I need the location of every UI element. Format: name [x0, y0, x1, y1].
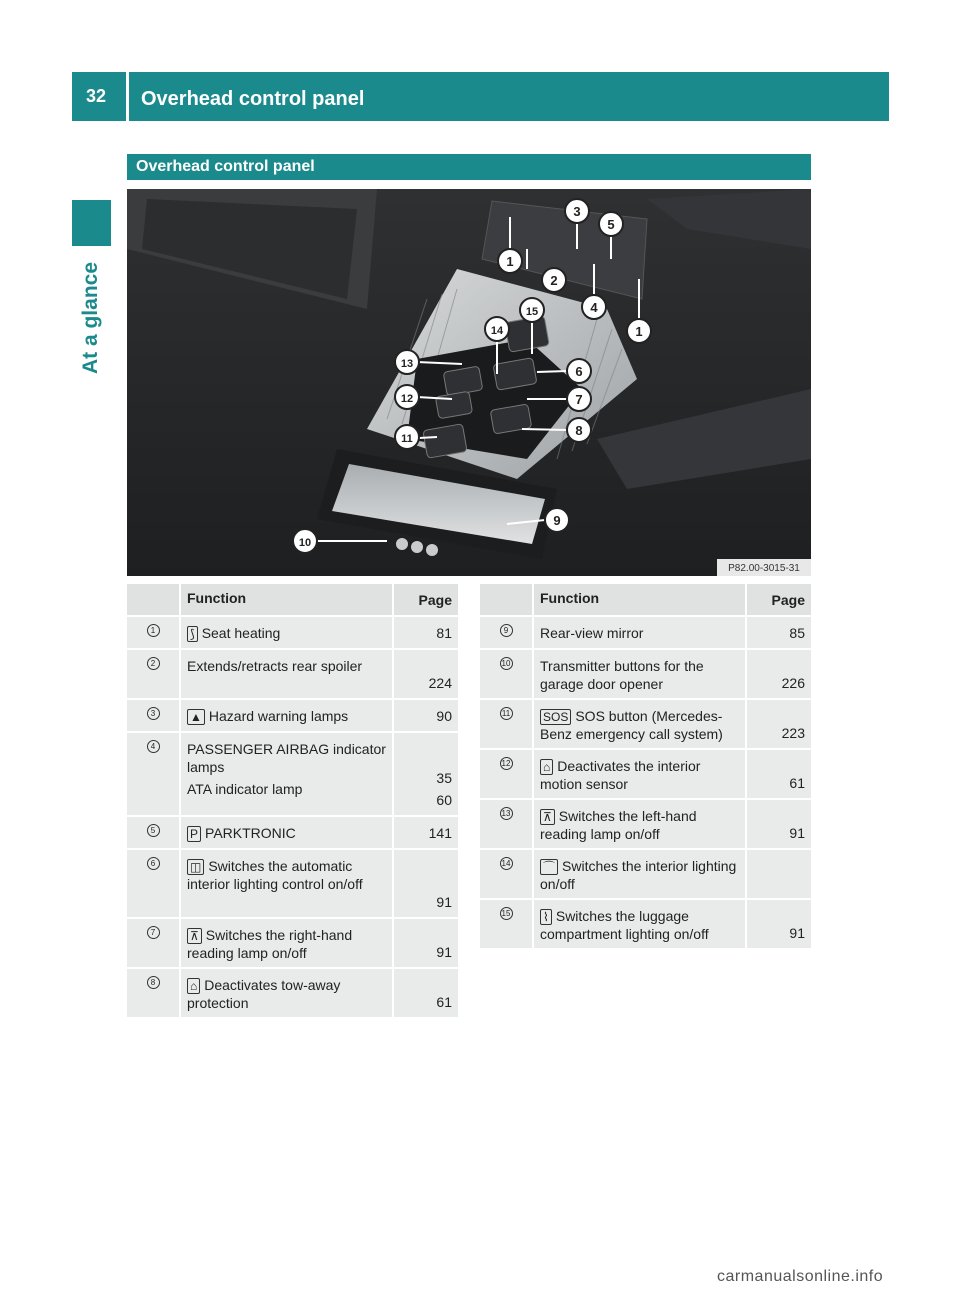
svg-text:13: 13: [400, 358, 414, 370]
section-title: Overhead control panel: [127, 154, 811, 180]
function-text: Deactivates tow-away protection: [187, 977, 341, 1011]
callout-4: [582, 295, 606, 319]
row-number: 11: [500, 707, 513, 720]
sos-icon: SOS: [540, 709, 571, 725]
row-number: 3: [147, 707, 160, 720]
page-ref: 91: [789, 825, 805, 841]
page-ref: 61: [436, 994, 452, 1010]
table-row: [127, 969, 458, 1017]
table-row: [480, 900, 811, 948]
page-ref: 141: [428, 825, 452, 841]
function-text: Switches the luggage compartment lighting on/off: [540, 908, 709, 942]
function-text: Deactivates the interior motion sensor: [540, 758, 701, 792]
svg-text:2: 2: [550, 273, 558, 288]
page-ref: 91: [789, 925, 805, 941]
callout-10: [293, 529, 317, 553]
reading-lamp-icon: ⊼: [187, 928, 202, 944]
column-header-page: Page: [394, 584, 458, 615]
table-row: [480, 750, 811, 798]
parktronic-off-icon: P: [187, 826, 201, 842]
column-header-function: Function: [181, 584, 392, 615]
row-number: 1: [147, 624, 160, 637]
page-ref: 91: [436, 894, 452, 910]
callout-13: [395, 350, 419, 374]
page-ref: 91: [436, 944, 452, 960]
page-ref-sub: 60: [436, 792, 452, 808]
function-table-right: [480, 584, 811, 950]
row-number: 4: [147, 740, 160, 753]
function-text: PASSENGER AIRBAG indicator lamps: [187, 741, 386, 775]
page-ref: 223: [781, 725, 805, 741]
table-row: [127, 919, 458, 967]
row-number: 2: [147, 657, 160, 670]
row-number: 15: [500, 907, 513, 920]
auto-light-off-icon: ◫: [187, 859, 204, 875]
watermark: carmanualsonline.info: [717, 1268, 884, 1285]
callout-7: [567, 387, 591, 411]
reading-lamp-icon: ⊼: [540, 809, 555, 825]
chapter-marker: [72, 200, 111, 246]
function-text: Switches the interior lighting on/off: [540, 858, 737, 892]
row-number: 9: [500, 624, 513, 637]
function-text: Rear-view mirror: [540, 625, 644, 641]
seat-heating-icon: ⟆: [187, 626, 198, 642]
svg-text:6: 6: [575, 364, 583, 379]
tow-away-off-icon: ⌂: [187, 978, 200, 994]
callout-15: [520, 298, 544, 322]
table-row: [480, 700, 811, 748]
interior-light-icon: ⌒: [540, 859, 558, 875]
page-ref: 85: [789, 625, 805, 641]
svg-text:11: 11: [401, 433, 413, 445]
page-ref: 81: [436, 625, 452, 641]
svg-text:1: 1: [506, 254, 514, 269]
table-row: [127, 617, 458, 648]
function-text: Switches the automatic interior lighting control on/off: [187, 858, 363, 892]
page-title: Overhead control panel: [141, 88, 365, 110]
page-ref: 90: [436, 708, 452, 724]
callout-2: [542, 268, 566, 292]
page-ref: 224: [428, 675, 452, 691]
table-row: [127, 850, 458, 917]
row-number: 6: [147, 857, 160, 870]
function-text: PARKTRONIC: [205, 825, 296, 841]
table-header-row: [480, 584, 811, 615]
table-row: [127, 700, 458, 731]
svg-text:4: 4: [590, 300, 598, 315]
page-ref: 35: [436, 770, 452, 786]
row-number: 7: [147, 926, 160, 939]
callout-14: [485, 317, 509, 341]
column-header-function: Function: [534, 584, 745, 615]
page-ref: 226: [781, 675, 805, 691]
table-header-row: [127, 584, 458, 615]
table-row: [127, 817, 458, 848]
callout-5: [599, 212, 623, 236]
row-number: 12: [500, 757, 513, 770]
function-text: Switches the left-hand reading lamp on/off: [540, 808, 697, 842]
figure-code: P82.00-3015-31: [728, 563, 800, 574]
hazard-icon: ▲: [187, 709, 205, 725]
function-text: SOS button (Mercedes-Benz emergency call system): [540, 708, 723, 742]
luggage-light-icon: ⌇: [540, 909, 552, 925]
callout-12: [395, 385, 419, 409]
table-row: [480, 650, 811, 698]
callout-9: [545, 508, 569, 532]
overhead-panel-photo: [127, 189, 811, 576]
page-ref: 61: [789, 775, 805, 791]
function-text: Extends/retracts rear spoiler: [187, 658, 363, 674]
function-text: Seat heating: [201, 625, 281, 641]
svg-text:15: 15: [525, 306, 539, 318]
column-header-page: Page: [747, 584, 811, 615]
svg-text:14: 14: [490, 325, 504, 337]
function-text: Hazard warning lamps: [208, 708, 349, 724]
svg-text:8: 8: [575, 423, 583, 438]
callout-1a: [498, 249, 522, 273]
svg-text:9: 9: [553, 513, 561, 528]
row-number: 10: [500, 657, 513, 670]
callout-1b: [627, 319, 651, 343]
function-table-left: [127, 584, 458, 1019]
table-row: [480, 617, 811, 648]
page-number: 32: [86, 86, 107, 106]
table-row: [127, 733, 458, 815]
function-text: Switches the right-hand reading lamp on/off: [187, 927, 353, 961]
svg-text:3: 3: [573, 204, 581, 219]
svg-text:10: 10: [298, 537, 312, 549]
callout-8: [567, 418, 591, 442]
callout-6: [567, 359, 591, 383]
function-subtext: ATA indicator lamp: [187, 781, 303, 797]
callout-3: [565, 199, 589, 223]
header-divider: [126, 72, 129, 121]
motion-sensor-off-icon: ⌂: [540, 759, 553, 775]
row-number: 8: [147, 976, 160, 989]
svg-text:12: 12: [400, 393, 414, 405]
table-row: [480, 850, 811, 898]
table-row: [127, 650, 458, 698]
function-text: Transmitter buttons for the garage door opener: [540, 658, 704, 692]
svg-text:5: 5: [607, 217, 615, 232]
row-number: 14: [500, 857, 513, 870]
row-number: 13: [500, 807, 513, 820]
svg-text:7: 7: [575, 392, 583, 407]
svg-text:1: 1: [635, 324, 643, 339]
table-row: [480, 800, 811, 848]
callout-11: [395, 425, 419, 449]
chapter-label: At a glance: [79, 261, 102, 375]
row-number: 5: [147, 824, 160, 837]
